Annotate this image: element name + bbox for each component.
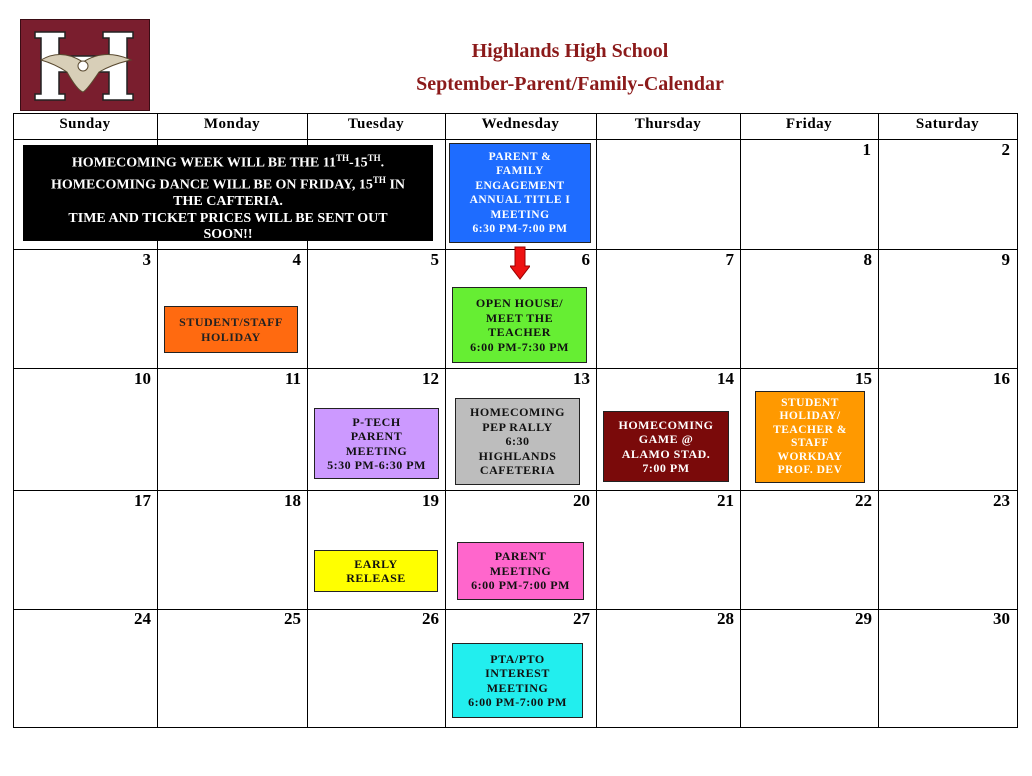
date-13: 13 [573, 369, 590, 388]
date-29: 29 [855, 609, 872, 628]
weekday-tuesday: Tuesday [347, 116, 405, 132]
date-17: 17 [134, 491, 151, 510]
date-3: 3 [142, 250, 151, 269]
date-11: 11 [284, 369, 301, 388]
event-early-release-text: EARLY RELEASE [346, 556, 406, 585]
banner-line-1c: . [380, 155, 385, 171]
event-open-house[interactable] [452, 287, 587, 363]
event-student-staff-holiday[interactable] [164, 306, 298, 353]
banner-line-3: THE CAFTERIA. [173, 194, 283, 210]
date-12: 12 [422, 369, 439, 388]
date-22: 22 [855, 491, 872, 510]
calendar-grid [13, 113, 1018, 728]
banner-line-4: TIME AND TICKET PRICES WILL BE SENT OUT [68, 210, 388, 226]
event-ptech-meeting-text: P-TECH PARENT MEETING 5:30 PM-6:30 PM [327, 414, 426, 472]
weekday-monday: Monday [203, 116, 261, 132]
school-logo [20, 19, 150, 111]
eagle-mascot-icon [21, 20, 150, 111]
date-27: 27 [573, 609, 590, 628]
school-name: Highlands High School [471, 40, 669, 62]
weekday-sunday: Sunday [59, 116, 111, 132]
date-18: 18 [284, 491, 301, 510]
event-family-engagement[interactable] [449, 143, 591, 243]
date-4: 4 [292, 250, 301, 269]
date-14: 14 [717, 369, 734, 388]
date-25: 25 [284, 609, 301, 628]
banner-sup-2: TH [367, 153, 381, 163]
date-20: 20 [573, 491, 590, 510]
date-23: 23 [993, 491, 1010, 510]
weekday-thursday: Thursday [634, 116, 702, 132]
banner-sup-3: TH [372, 175, 386, 186]
banner-line-2a: HOMECOMING DANCE WILL BE ON FRIDAY, 15 [51, 177, 373, 193]
event-homecoming-game[interactable] [603, 411, 729, 482]
date-16: 16 [993, 369, 1010, 388]
date-5: 5 [430, 250, 439, 269]
event-open-house-text: OPEN HOUSE/ MEET THE TEACHER 6:00 PM-7:30 PM [470, 296, 569, 354]
date-8: 8 [863, 250, 872, 269]
date-2: 2 [1001, 140, 1010, 159]
date-10: 10 [134, 369, 151, 388]
event-pta-pto-meeting[interactable] [452, 643, 583, 718]
homecoming-banner [23, 145, 433, 241]
weekday-friday: Friday [785, 116, 833, 132]
event-family-engagement-text: PARENT & FAMILY ENGAGEMENT ANNUAL TITLE I MEETING 6:30 PM-7:00 PM [469, 150, 571, 235]
event-homecoming-game-text: HOMECOMING GAME @ ALAMO STAD. 7:00 PM [618, 417, 714, 475]
event-pep-rally-text: HOMECOMING PEP RALLY 6:30 HIGHLANDS CAFETERIA [470, 405, 565, 478]
calendar-title: September-Parent/Family-Calendar [416, 73, 724, 95]
date-28: 28 [717, 609, 734, 628]
event-early-release[interactable] [314, 550, 438, 592]
date-21: 21 [717, 491, 734, 510]
date-1: 1 [862, 140, 871, 159]
event-staff-workday-text: STUDENT HOLIDAY/ TEACHER & STAFF WORKDAY PROF. DEV [773, 396, 847, 476]
banner-sup-1: TH [335, 153, 349, 163]
date-7: 7 [725, 250, 734, 269]
event-parent-meeting[interactable] [457, 542, 584, 600]
event-ptech-meeting[interactable] [314, 408, 439, 479]
date-24: 24 [134, 609, 151, 628]
date-26: 26 [422, 609, 439, 628]
banner-line-5: SOON!! [203, 227, 253, 243]
date-9: 9 [1001, 250, 1010, 269]
event-pta-pto-meeting-text: PTA/PTO INTEREST MEETING 6:00 PM-7:00 PM [468, 651, 567, 709]
date-19: 19 [422, 491, 439, 510]
banner-line-2b: IN [385, 177, 405, 193]
event-staff-workday[interactable] [755, 391, 865, 483]
weekday-saturday: Saturday [915, 116, 980, 132]
date-15: 15 [855, 369, 872, 388]
event-student-staff-holiday-text: STUDENT/STAFF HOLIDAY [179, 315, 283, 344]
event-parent-meeting-text: PARENT MEETING 6:00 PM-7:00 PM [471, 549, 570, 593]
red-arrow-icon [510, 246, 530, 285]
banner-line-1a: HOMECOMING WEEK WILL BE THE 11 [71, 155, 336, 171]
date-6: 6 [581, 250, 590, 269]
weekday-wednesday: Wednesday [481, 116, 560, 132]
event-pep-rally[interactable] [455, 398, 580, 485]
banner-line-1b: -15 [348, 155, 368, 171]
date-30: 30 [993, 609, 1010, 628]
